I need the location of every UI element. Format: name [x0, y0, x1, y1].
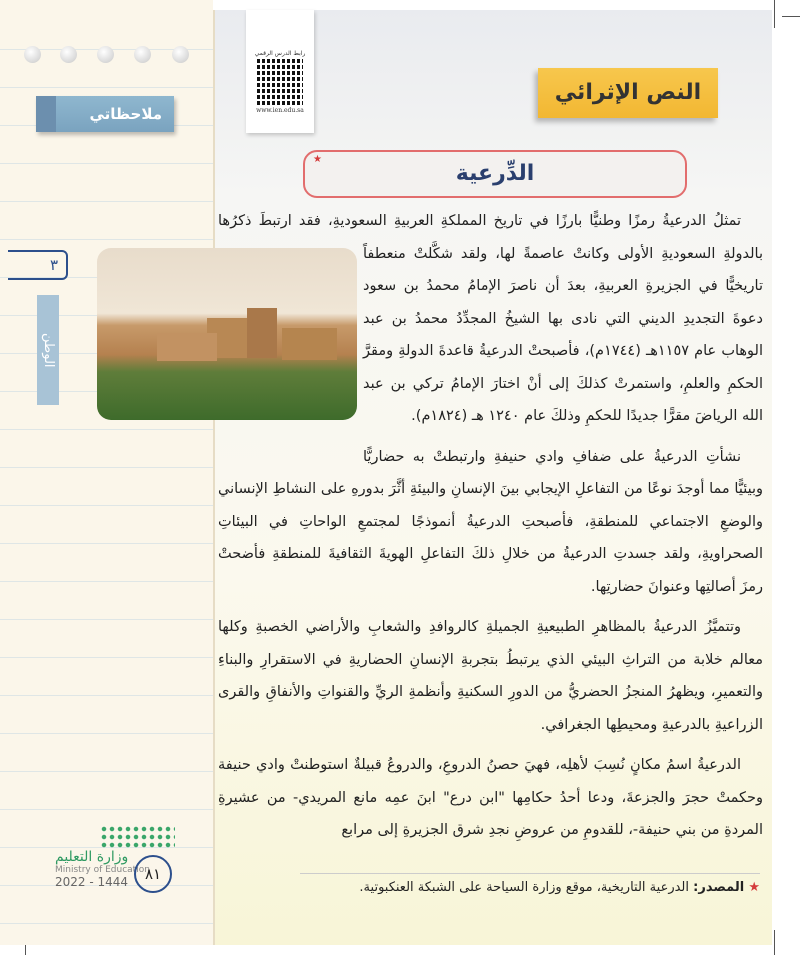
source-text: الدرعية التاريخية، موقع وزارة السياحة على الشبكة العنكبوتية. [359, 880, 689, 895]
binder-hole [97, 46, 114, 63]
binder-hole [134, 46, 151, 63]
unit-tab: الوطن [37, 295, 59, 405]
source-note [300, 873, 760, 895]
lesson-heading [303, 150, 687, 198]
crop-mark [774, 0, 775, 28]
qr-code-icon[interactable] [257, 59, 303, 105]
my-notes-label: ملاحظاتي [36, 96, 174, 132]
star-icon: ★ [313, 154, 322, 165]
source-label: المصدر: [693, 880, 745, 895]
paragraph: الدرعيةُ اسمُ مكانٍ نُسِبَ لأهلِه، فهيَ حصنُ الدروعِ، والدروعُ قبيلةٌ استوطنتْ وادي حنيفة وحكمتْ حجرَ والجزعةَ، ودعا أحدُ حكامِها "ابن درع" ابنَ عمِه مانع المريدي- من عشيرةِ المردةِ من بني حنيفة-، للقدومِ من عروضِ نجدِ شرق الجزيرةِ إلى مرابع [218, 757, 763, 838]
binder-hole [172, 46, 189, 63]
unit-number: ٣ [8, 250, 68, 280]
section-tag: النص الإثرائي [538, 68, 718, 118]
star-icon: ★ [748, 880, 760, 895]
qr-caption: رابط الدرس الرقمي [254, 50, 306, 57]
heading-text: الدِّرعية [455, 161, 535, 186]
binder-hole [24, 46, 41, 63]
ministry-name-en: Ministry of Education [55, 865, 150, 875]
paragraph: تمثلُ الدرعيةُ رمزًا وطنيًّا بارزًا في تاريخ المملكةِ العربيةِ السعوديةِ، فقد ارتبطَ ذكرُها بالدولةِ السعوديةِ الأولى وكانتْ عاصمةً لها، ولقد شكَّلتْ منعطفاً تاريخيًّا في الجزيرةِ العربيةِ، بعدَ أن ناصرَ الإمامُ محمدُ بن سعود دعوةَ التجديدِ الديني التي نادى بها الشيخُ المجدِّدُ محمدُ بن عبد الوهاب عام ١١٥٧هـ (١٧٤٤م)، فأصبحتْ الدرعيةُ قاعدةَ الدولةِ ومقرَّ الحكمِ والعلمِ، واستمرتْ كذلكَ إلى أنْ اختارَ الإمامُ تركي بن عبد الله الرياضَ مقرًّا جديدًا للحكمِ وذلكَ عام ١٢٤٠ هـ (١٨٢٤م). [218, 213, 763, 424]
logo-dots-icon [100, 825, 175, 849]
qr-url[interactable]: www.ien.edu.sa [256, 107, 304, 114]
edition-year: 2022 - 1444 [55, 875, 129, 889]
notes-margin [0, 0, 213, 945]
page-number: ٨١ [134, 855, 172, 893]
article-body [218, 205, 763, 855]
paragraph: نشأتِ الدرعيةُ على ضفافِ وادي حنيفةِ وارتبطتْ به حضاريًّا وبيئيًّا مما أوجدَ نوعًا من التفاعلِ الإيجابي بينَ الإنسانِ والبيئةِ أثَّرَ بدورهِ على النشاطِ الإنساني والوضعِ الاجتماعي للمنطقةِ، فأصبحتِ الدرعيةُ أنموذجًا لمجتمعِ الواحاتِ في البيئاتِ الصحراويةِ، ولقد جسدتِ الدرعيةُ من خلالِ ذلكَ التفاعلِ الهويةَ الثقافيةَ للمنطقةِ فأضحتْ رمزَ أصالتِها وعنوانَ حضارتِها. [218, 448, 763, 595]
qr-card[interactable] [246, 10, 314, 133]
crop-mark [782, 16, 800, 17]
crop-mark [774, 930, 775, 955]
ministry-name-ar: وزارة التعليم [55, 849, 129, 865]
binder-hole [60, 46, 77, 63]
paragraph: وتتميَّزُ الدرعيةُ بالمظاهرِ الطبيعيةِ الجميلةِ كالروافدِ والشعابِ والأراضي الخصبةِ وكلها معالم خلابة من التراثِ البيئي الذي يرتبطُ بتجربةِ الإنسانِ الحضاريةِ في الاستقرارِ والبناءِ والتعميرِ، ويظهرُ المنجزُ الحضريُّ من الدورِ السكنيةِ وأنظمةِ الريِّ والقنواتِ والأنفاقِ والقرى الزراعيةِ بالدرعيةِ ومحيطِها الجغرافي. [218, 619, 763, 733]
